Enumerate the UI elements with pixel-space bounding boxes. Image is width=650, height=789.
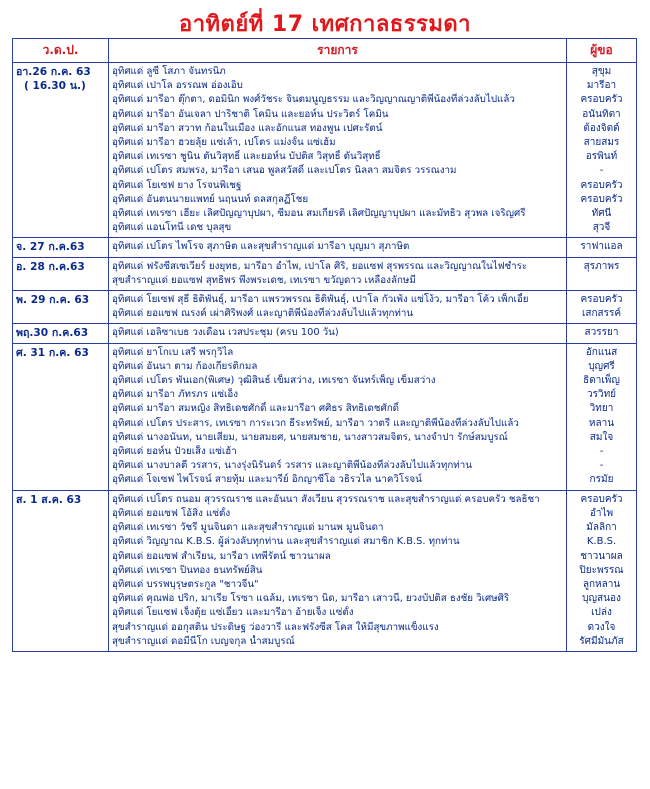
table-row [13,343,637,490]
intention-item: อุทิศแด่ มารีอา ตุ๊กตา, ดอมินิก พงศ์วัชระ จินตมนูญธรรม และวิญญาณญาติพี่น้องที่ล่วงลับไปแล้ว [112,94,515,106]
requester-name: ลูกหลาน [582,578,621,590]
intention-item: อุทิศแด่ เปาโล อรรณพ อ่องเอิบ [112,80,243,92]
row-requester-cell [567,343,637,490]
intention-item: อุทิศแด่ เปโตร ประสาร, เทเรซา การะเวก ธีระทรัพย์, มารีอา วาตรี และญาติพี่น้องที่ล่วงลับไปแล้ว [112,417,519,429]
intention-item: อุทิศแด่ ยอแซฟ ณรงค์ เผ่าศิริพงศ์ และญาติพี่น้องที่ล่วงลับไปแล้วทุกท่าน [112,308,414,320]
intention-item: สุขสำราญแด่ ดอมีนีโก เบญจกุล น้ำสมบูรณ์ [112,635,295,647]
row-date: ส. 1 ส.ค. 63 [16,493,82,506]
intention-item: อุทิศแด่ มารีอา ภัทรภร แซ่เอ็ง [112,389,239,401]
header-requester: ผู้ขอ [567,39,637,63]
requester-name: ราฟาแอล [580,241,623,253]
requester-name: มัลลิกา [586,522,617,534]
header-items: รายการ [109,39,567,63]
intention-item: อุทิศแด่ เปโตร ถนอม สุวรรณราช และอันนา สังเวียน สุวรรณราช และสุขสำราญแด่ ครอบครัว ชลธิชา [112,493,540,505]
intention-item: อุทิศแด่ มารีอา สวาท ก้อนในเมือง และอักแนส ทองพูน เปศะรัตน์ [112,122,383,134]
requester-name: ปิยะพรรณ [579,564,624,576]
intention-item: อุทิศแด่ มารีอา อันเจลา ปาริชาติ โคมิน และยอห์น ประวิตร์ โคมิน [112,108,389,120]
requester-name: สวรรยา [584,327,619,339]
row-date-cell [13,291,109,324]
row-requester-cell [567,238,637,257]
intention-item: อุทิศแด่ เปโตร สมพรง, มารีอา เสนอ พูลสวัสดิ์ และเปโตร นิลลา สมจิตร วรรณงาม [112,165,457,177]
row-date-cell [13,324,109,343]
requester-name: - [599,446,604,458]
header-date: ว.ด.ป. [13,39,109,63]
intention-item: อุทิศแด่ เทเรซา เฮียะ เลิศปัญญาบุปผา, ซีมอน สมเกียรติ เลิศปัญญาบุปผา และมัทธิว สุวพล เจริญศรี [112,208,526,220]
row-items-cell [109,490,567,651]
row-date-cell [13,343,109,490]
intention-item: อุทิศแด่ แอนโทนี่ เดช บุลสุข [112,222,232,234]
row-requester-cell [567,291,637,324]
intention-item: อุทิศแด่ อันตนนายแพทย์ นฤนนท์ ดลสกุลฏีโชย [112,193,309,205]
requester-name: สุวจี [592,222,611,234]
intention-item: อุทิศแด่ มารีอา ฮวยลุ้ย แซ่เล้า, เปโตร แม่งจั้น แซ่เฮ้ม [112,137,336,149]
intention-item: อุทิศแด่ คุณพ่อ ปริก, มาเรีย โรซา แฉล้ม, เทเรซา นิด, มารีอา เสาวนี, ยวงบัปติส ธงชัย วิเศษศิริ [112,593,510,605]
table-row [13,63,637,238]
row-date: อ. 28 ก.ค.63 [16,260,85,273]
row-date: พ. 29 ก.ค. 63 [16,294,90,307]
intention-item: อุทิศแด่ ยอแซฟ โอ้สิ่ง แซ่ตั้ง [112,507,231,519]
requester-name: ต้องจิตต์ [583,122,620,134]
requester-name: อรพินท์ [585,151,618,163]
requester-name: เปล่ง [591,607,612,619]
intention-item: อุทิศแด่ ยอแซฟ สำเรียน, มารีอา เทพีรัตน์ ชาวนาผล [112,550,331,562]
requester-name: ทัศนี [591,208,612,220]
requester-name: กรมัย [589,474,614,486]
requester-name: - [599,460,604,472]
requester-name: สายสมร [583,137,620,149]
intention-item: อุทิศแด่ วิญญาณ K.B.S. ผู้ล่วงลับทุกท่าน และสุขสำราญแด่ สมาชิก K.B.S. ทุกท่าน [112,536,460,548]
intention-item: อุทิศแด่ ยาโกเบ เสรี พรกุวิไล [112,346,234,358]
intention-item: อุทิศแด่ โยเซฟ ยาง โรจนพิเชฐ [112,179,242,191]
intention-item: อุทิศแด่ เปโตร ไพโรจ สุภาษิต และสุขสำราญแด่ มารีอา บุญมา สุภาษิต [112,241,410,253]
requester-name: สุรภาพร [583,260,620,272]
intention-item: อุทิศแด่ ยอห์น ป๋วยเส็ง แซ่เฮ้า [112,446,237,458]
requester-name: ครอบครัว [580,294,623,306]
requester-name: อักแนส [585,346,618,358]
row-date-cell [13,490,109,651]
intention-item: สุขสำราญแด่ ยอแซฟ สุทธิพร พึ่งพระเดช, เทเรซา ขวัญดาว เหลืองลักษมี [112,274,416,286]
intention-item: อุทิศแด่ โยแซฟ เจ็งตุ้ย แซ่เอี้ยว และมารีอา อ้ายเจ็ง แซ่ตั้ง [112,607,354,619]
intention-item: สุขสำราญแด่ ออกุสติน ประดิษฐ ว่องวารี และฟรังซีส โคส ให้มีสุขภาพแข็งแรง [112,621,439,633]
intention-item: อุทิศแด่ เทเรซา ปิ่นทอง ธนทรัพย์สิน [112,564,263,576]
requester-name: สมใจ [589,431,614,443]
row-date: ศ. 31 ก.ค. 63 [16,346,89,359]
row-date: จ. 27 ก.ค.63 [16,241,85,254]
intention-item: อุทิศแด่ เทเรซา ชูนิน ตันวิสุทธิ์ และยอห์น บัปติส วิสุทธิ์ ตันวิสุทธิ์ [112,151,381,163]
row-items-cell [109,63,567,238]
requester-name: ครอบครัว [580,179,623,191]
requester-name: เสกสรรค์ [581,308,622,320]
intention-item: อุทิศแด่ โจเซฟ ไพโรจน์ สายทุ้ม และมารีย์ อิกญาซีโอ วธิรวไล นาควิโรจน์ [112,474,422,486]
table-row [13,291,637,324]
row-date-cell [13,238,109,257]
intention-item: อุทิศแด่ นางบาลตี วรสาร, นางรุ่งนิรันดร์ วรสาร และญาติพี่น้องที่ล่วงลับไปแล้วทุกท่าน [112,460,472,472]
requester-name: วรวิทย์ [586,389,617,401]
header-row [13,39,637,63]
intention-item: อุทิศแด่ มารีอา สมหญิง สิทธิเดชศักดิ์ และมารีอา ศศิธร สิทธิเดชศักดิ์ [112,403,399,415]
requester-name: ครอบครัว [580,493,623,505]
row-requester-cell [567,490,637,651]
requester-name: อนันทิตา [582,108,621,120]
requester-name: - [599,165,604,177]
row-items-cell [109,324,567,343]
row-date-cell [13,63,109,238]
page-title: อาทิตย์ที่ 17 เทศกาลธรรมดา [178,12,472,37]
requester-name: มารีอา [586,80,617,92]
row-requester-cell [567,324,637,343]
intention-item: อุทิศแด่ นางอนันท, นายเสียม, นายสมยศ, นายสมชาย, นางสาวสมจิตร, นางจำปา รักษ์สมบูรณ์ [112,431,508,443]
requester-name: ครอบครัว [580,94,623,106]
row-items-cell [109,238,567,257]
intention-item: อุทิศแด่ เอลิซาเบธ วงเดือน เวสประชุม (ครบ 100 วัน) [112,327,339,339]
mass-intentions-table [12,38,637,652]
intention-item: อุทิศแด่ ฟรังซีสเซเวียร์ ยงยุทธ, มารีอา อำไพ, เปาโล ศิริ, ยอแซฟ สุรพรรณ และวิญญาณในไฟชำระ [112,260,528,272]
requester-name: รัศมีมันภัส [579,635,624,647]
row-items-cell [109,257,567,290]
intention-item: อุทิศแด่ อันนา ตาม ก้องเกียรติกมล [112,360,258,372]
table-row [13,257,637,290]
requester-name: สุขุม [591,66,612,77]
row-time: ( 16.30 น.) [24,80,86,92]
row-date-cell [13,257,109,290]
requester-name: บุญศรี [588,360,615,372]
intention-item: อุทิศแด่ โยเซฟ สุธี ธิติพันธุ์, มารีอา แพรวพรรณ ธิติพันธุ์, เปาโล กัวเพ้ง แซ่โง้ว, มารีอา โค้ว เพ็กเอี้ย [112,294,529,306]
row-date: พฤ.30 ก.ค.63 [16,327,89,340]
requester-name: วิทยา [589,403,614,415]
intention-item: อุทิศแด่ เปโตร พันเอก(พิเศษ) วุฒิสินธ์ เข็มสว่าง, เทเรซา จันทร์เพ็ญ เข็มสว่าง [112,375,436,387]
row-items-cell [109,343,567,490]
requester-name: ครอบครัว [580,193,623,205]
table-row [13,490,637,651]
row-items-cell [109,291,567,324]
intention-item: อุทิศแด่ เทเรซา วัชรี มูนจินดา และสุขสำราญแด่ มานพ มูนจินดา [112,522,384,534]
requester-name: ดวงใจ [587,621,616,633]
intention-item: อุทิศแด่ บรรพบุรุษตระกูล "ชาวจีน" [112,578,259,590]
row-requester-cell [567,63,637,238]
table-row [13,324,637,343]
requester-name: อำไพ [589,507,614,519]
table-row [13,238,637,257]
requester-name: หลาน [588,417,615,429]
requester-name: บุญสนอง [582,593,621,605]
requester-name: ธิดาเพ็ญ [583,375,620,387]
requester-name: ชาวนาผล [580,550,623,562]
row-date: อา.26 ก.ค. 63 [16,66,91,78]
row-requester-cell [567,257,637,290]
requester-name: K.B.S. [586,536,617,548]
intention-item: อุทิศแด่ ลูซี่ โสภา จันทรนิภ [112,66,226,77]
